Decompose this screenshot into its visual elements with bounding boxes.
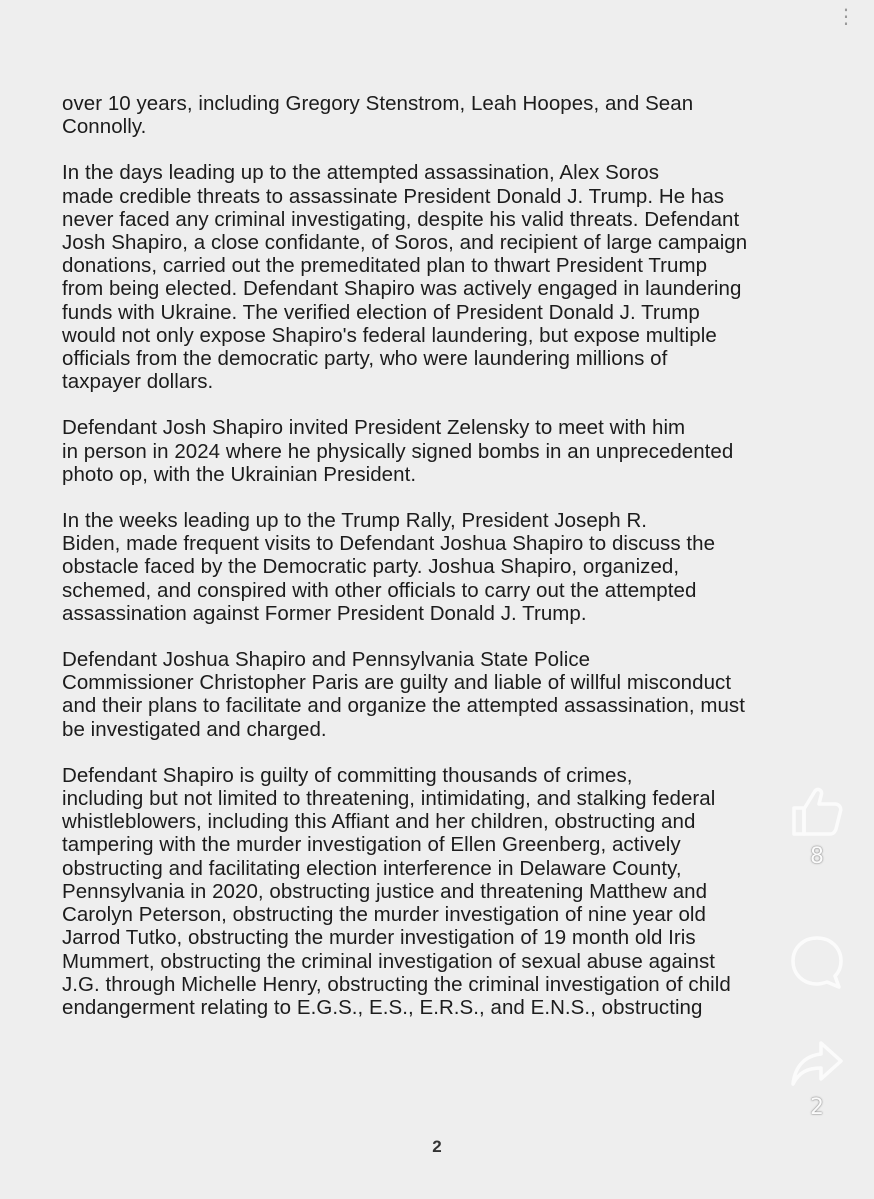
paragraph-3: Defendant Josh Shapiro invited President Zelensky to meet with him in person in 2024 where he physically signed bombs in an unprecedented photo op, with the Ukrainian President. [62,416,734,486]
comment-bubble-icon [787,932,847,992]
page-number: 2 [432,1137,442,1156]
paragraph-1: over 10 years, including Gregory Stenstrom, Leah Hoopes, and Sean Connolly. [62,92,694,139]
paragraph-5: Defendant Joshua Shapiro and Pennsylvania State Police Commissioner Christopher Paris are guilty and liable of willful misconduct and their plans to facilitate and organize the attempted assassination, must be investigated and charged. [62,648,745,741]
share-button[interactable] [780,1037,854,1120]
share-arrow-icon [788,1037,846,1091]
share-count: 2 [810,1095,824,1120]
like-button[interactable] [780,782,854,869]
comment-button[interactable] [780,932,854,992]
paragraph-4: In the weeks leading up to the Trump Rally, President Joseph R. Biden, made frequent visits to Defendant Joshua Shapiro to discuss the obstacle faced by the Democratic party. Joshua Shapiro, organized, schemed, and conspired with other officials to carry out the attempted assassination against Former President Donald J. Trump. [62,509,716,625]
document-body [62,92,774,1042]
more-options-icon[interactable]: ⋮ [836,4,856,28]
thumbs-up-icon [788,782,846,840]
paragraph-2: In the days leading up to the attempted assassination, Alex Soros made credible threats to assassinate President Donald J. Trump. He has never faced any criminal investigating, despite his valid threats. Defendant Josh Shapiro, a close confidante, of Soros, and recipient of large campaign donations, carried out the premeditated plan to thwart President Trump from being elected. Defendant Shapiro was actively engaged in laundering funds with Ukraine. The verified election of President Donald J. Trump would not only expose Shapiro's federal laundering, but expose multiple officials from the democratic party, who were laundering millions of taxpayer dollars. [62,161,748,394]
like-count: 8 [810,844,824,869]
paragraph-6: Defendant Shapiro is guilty of committing thousands of crimes, including but not limited to threatening, intimidating, and stalking federal whistleblowers, including this Affiant and her children, obstructing and tampering with the murder investigation of Ellen Greenberg, actively obstructing and facilitating election interference in Delaware County, Pennsylvania in 2020, obstructing justice and threatening Matthew and Carolyn Peterson, obstructing the murder investigation of nine year old Jarrod Tutko, obstructing the murder investigation of 19 month old Iris Mummert, obstructing the criminal investigation of sexual abuse against J.G. through Michelle Henry, obstructing the criminal investigation of child endangerment relating to E.G.S., E.S., E.R.S., and E.N.S., obstructing [62,763,731,1019]
